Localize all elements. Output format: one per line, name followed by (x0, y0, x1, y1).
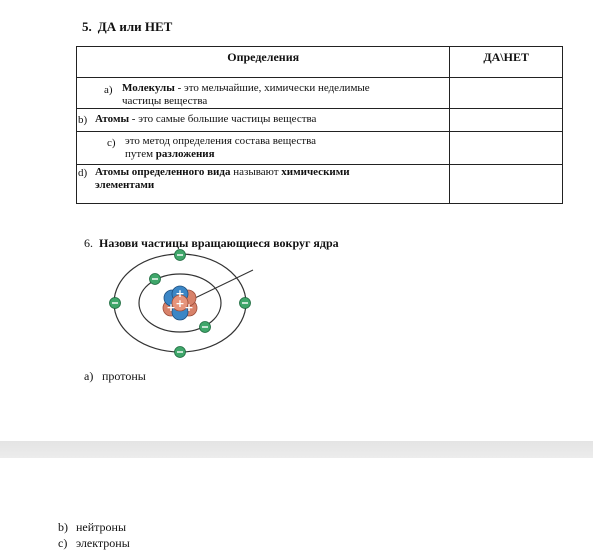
table-header-row (77, 47, 563, 78)
definition-text: - это мельчайшие, химически неделимые (174, 82, 370, 94)
row-text-line1: это метод определения состава вещества (125, 135, 317, 147)
definition-cell (77, 109, 450, 132)
row-text-line2 (125, 148, 215, 161)
header-definitions: Определения (77, 47, 450, 78)
row-text-line1 (95, 166, 350, 179)
row-text-line1 (95, 113, 316, 126)
definition-cell (77, 165, 450, 204)
option-label: a) (84, 369, 94, 383)
question-text: ДА или НЕТ (97, 19, 173, 34)
table-row (77, 109, 563, 132)
definition-cell (77, 132, 450, 165)
row-marker: c) (107, 137, 116, 149)
answer-option[interactable] (58, 520, 126, 535)
question-text: Назови частицы вращающиеся вокруг ядра (99, 236, 339, 250)
option-label: c) (58, 536, 68, 550)
table-row (77, 78, 563, 109)
row-marker: d) (78, 167, 88, 179)
electron-icon (110, 298, 121, 309)
definition-text: путем (125, 148, 156, 160)
answer-option[interactable] (84, 369, 146, 384)
row-text-line1 (122, 82, 370, 95)
electron-icon (200, 322, 211, 333)
term: Молекулы (122, 82, 175, 94)
electron-icon (150, 274, 161, 285)
row-text-line2 (95, 179, 154, 192)
answer-option[interactable] (58, 536, 130, 551)
electron-icon (240, 298, 251, 309)
term: Атомы определенного вида (95, 166, 231, 178)
term: химическими (281, 166, 350, 178)
row-marker: а) (104, 84, 113, 96)
answer-cell[interactable] (450, 109, 563, 132)
pointer-line (195, 270, 253, 298)
true-false-table (76, 46, 563, 204)
row-marker: b) (78, 114, 88, 126)
answer-cell[interactable] (450, 78, 563, 109)
question-number: 6. (84, 236, 93, 250)
question-5-title (82, 19, 172, 35)
option-text: нейтроны (76, 520, 127, 534)
atom-diagram (105, 246, 265, 366)
answer-cell[interactable] (450, 165, 563, 204)
term: элементами (95, 179, 155, 191)
electron-icon (175, 347, 186, 358)
table-row (77, 165, 563, 204)
svg-text:+: + (166, 301, 176, 314)
electron-icon (175, 250, 186, 261)
table-row (77, 132, 563, 165)
option-text: протоны (102, 369, 146, 383)
svg-text:+: + (175, 287, 185, 300)
svg-text:+: + (175, 297, 185, 310)
answer-cell[interactable] (450, 132, 563, 165)
option-text: электроны (76, 536, 130, 550)
header-yes-no: ДА\НЕТ (450, 47, 563, 78)
svg-text:+: + (184, 301, 194, 314)
definition-text: называют (230, 166, 282, 178)
definition-text: - это самые большие частицы вещества (129, 113, 317, 125)
page-separator (0, 441, 593, 458)
term: разложения (155, 148, 215, 160)
question-number: 5. (82, 19, 92, 34)
definition-cell (77, 78, 450, 109)
nucleus (163, 286, 197, 320)
term: Атомы (95, 113, 130, 125)
option-label: b) (58, 520, 68, 534)
row-text-line2: частицы вещества (122, 95, 208, 107)
